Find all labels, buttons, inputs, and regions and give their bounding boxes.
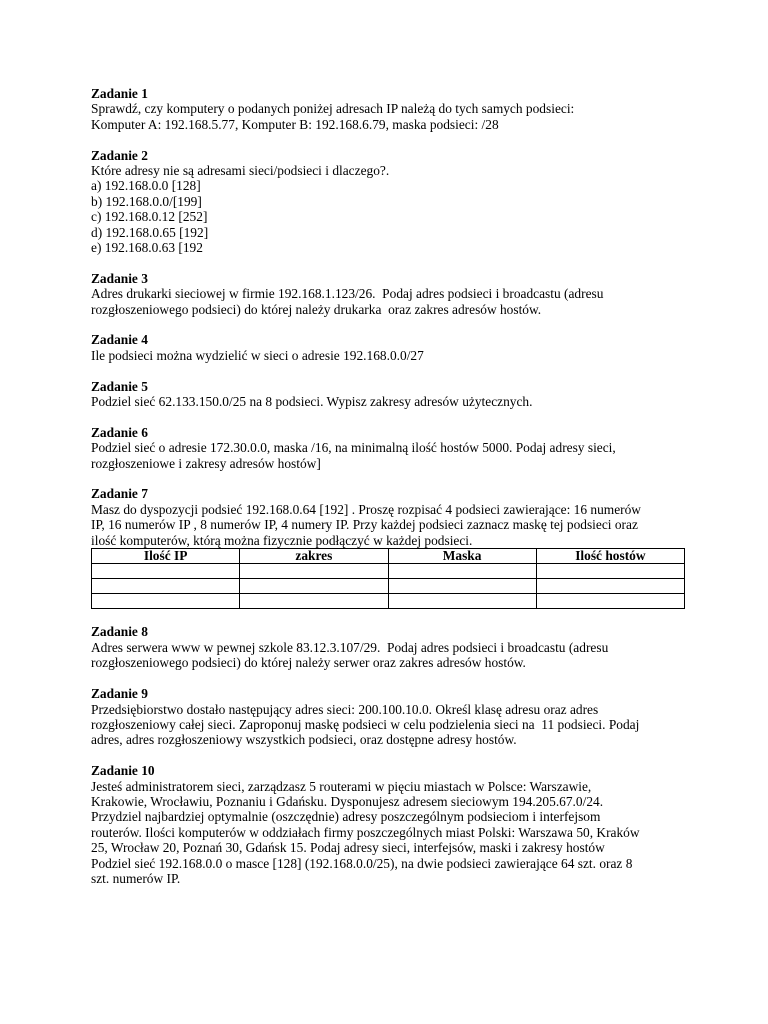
task-text-line: Ile podsieci można wydzielić w sieci o adresie 192.168.0.0/27 xyxy=(91,347,424,363)
task-title: Zadanie 2 xyxy=(91,147,148,163)
task-title: Zadanie 3 xyxy=(91,270,148,286)
table-cell xyxy=(536,579,684,594)
task-text-line: Które adresy nie są adresami sieci/podsieci i dlaczego?. xyxy=(91,163,390,179)
task-text-line: Jesteś administratorem sieci, zarządzasz 5 routerami w pięciu miastach w Polsce: Warszawie, xyxy=(91,778,592,794)
task-text-line: Masz do dyspozycji podsieć 192.168.0.64 [192] . Proszę rozpisać 4 podsieci zawierające: 16 numerów xyxy=(91,501,641,517)
task-option-c: c) 192.168.0.12 [252] xyxy=(91,209,208,225)
task-text-line: rozgłoszeniowe i zakresy adresów hostów] xyxy=(91,455,321,471)
task-text-line: Krakowie, Wrocławiu, Poznaniu i Gdańsku. Dysponujesz adresem sieciowym 194.205.67.0/24. xyxy=(91,793,604,809)
task-text-line: Przedsiębiorstwo dostało następujący adres sieci: 200.100.10.0. Określ klasę adresu oraz adres xyxy=(91,701,599,717)
task-text-line: Podziel sieć 62.133.150.0/25 na 8 podsieci. Wypisz zakresy adresów użytecznych. xyxy=(91,394,533,410)
header-host-count: Ilość hostów xyxy=(536,549,684,564)
task-text-line: ilość komputerów, którą można fizycznie podłączyć w każdej podsieci. xyxy=(91,532,473,548)
task-text-line: IP, 16 numerów IP , 8 numerów IP, 4 numery IP. Przy każdej podsieci zaznacz maskę tej podsieci oraz xyxy=(91,517,638,533)
task-title: Zadanie 9 xyxy=(91,686,148,702)
header-ip-count: Ilość IP xyxy=(92,549,240,564)
table-cell xyxy=(388,579,536,594)
table-cell xyxy=(240,564,388,579)
task-text-line: adres, adres rozgłoszeniowy wszystkich podsieci, oraz dostępne adresy hostów. xyxy=(91,732,517,748)
task-title: Zadanie 6 xyxy=(91,424,148,440)
task-text-line: Adres drukarki sieciowej w firmie 192.168.1.123/26. Podaj adres podsieci i broadcastu (adresu xyxy=(91,286,604,302)
task-title: Zadanie 5 xyxy=(91,378,148,394)
header-range: zakres xyxy=(240,549,388,564)
table-cell xyxy=(92,564,240,579)
task-text-line: szt. numerów IP. xyxy=(91,870,181,886)
table-header-row xyxy=(92,549,685,564)
task-text-line: Adres serwera www w pewnej szkole 83.12.3.107/29. Podaj adres podsieci i broadcastu (adresu xyxy=(91,639,609,655)
task-3 xyxy=(91,271,691,317)
task-text-line: Sprawdź, czy komputery o podanych poniżej adresach IP należą do tych samych podsieci: xyxy=(91,101,575,117)
task-1 xyxy=(91,86,691,132)
header-mask: Maska xyxy=(388,549,536,564)
task-text-line: routerów. Ilości komputerów w oddziałach firmy poszczególnych miast Polski: Warszawa 50, Kraków xyxy=(91,824,640,840)
task-text-line: Podziel sieć 192.168.0.0 o masce [128] (192.168.0.0/25), na dwie podsieci zawierające 64 szt. oraz 8 xyxy=(91,855,633,871)
task-4 xyxy=(91,332,691,363)
task-text-line: Komputer A: 192.168.5.77, Komputer B: 192.168.6.79, maska podsieci: /28 xyxy=(91,116,499,132)
task-text-line: rozgłoszeniowego podsieci) do której należy serwer oraz zakres adresów hostów. xyxy=(91,655,526,671)
table-cell xyxy=(240,579,388,594)
task-text-line: Przydziel najbardziej optymalnie (oszczędnie) adresy poszczególnym podsieciom i interfejsom xyxy=(91,809,601,825)
task-text-line: rozgłoszeniowy całej sieci. Zaproponuj maskę podsieci w celu podzielenia sieci na 11 podsieci. Podaj xyxy=(91,716,640,732)
table-cell xyxy=(240,594,388,609)
table-cell xyxy=(536,564,684,579)
task-option-d: d) 192.168.0.65 [192] xyxy=(91,224,209,240)
table-cell xyxy=(388,564,536,579)
task-8 xyxy=(91,624,691,670)
task-title: Zadanie 4 xyxy=(91,332,148,348)
table-row xyxy=(92,594,685,609)
task-option-b: b) 192.168.0.0/[199] xyxy=(91,193,202,209)
table-cell xyxy=(388,594,536,609)
document-page xyxy=(91,86,691,902)
table-row xyxy=(92,579,685,594)
task-6 xyxy=(91,425,691,471)
task-text-line: rozgłoszeniowego podsieci) do której należy drukarka oraz zakres adresów hostów. xyxy=(91,301,542,317)
task-title: Zadanie 10 xyxy=(91,763,155,779)
table-cell xyxy=(92,579,240,594)
task-option-e: e) 192.168.0.63 [192 xyxy=(91,240,203,256)
table-cell xyxy=(92,594,240,609)
task-title: Zadanie 1 xyxy=(91,86,148,101)
task-option-a: a) 192.168.0.0 [128] xyxy=(91,178,201,194)
table-cell xyxy=(536,594,684,609)
task-9 xyxy=(91,686,691,748)
subnet-table xyxy=(91,548,685,609)
table-row xyxy=(92,564,685,579)
task-2 xyxy=(91,148,691,256)
task-7 xyxy=(91,486,691,609)
task-text-line: Podziel sieć o adresie 172.30.0.0, maska /16, na minimalną ilość hostów 5000. Podaj adresy sieci, xyxy=(91,440,616,456)
task-10 xyxy=(91,763,691,886)
task-text-line: 25, Wrocław 20, Poznań 30, Gdańsk 15. Podaj adresy sieci, interfejsów, maski i zakresy hostów xyxy=(91,840,605,856)
task-5 xyxy=(91,379,691,410)
task-title: Zadanie 7 xyxy=(91,486,148,502)
task-title: Zadanie 8 xyxy=(91,624,148,640)
